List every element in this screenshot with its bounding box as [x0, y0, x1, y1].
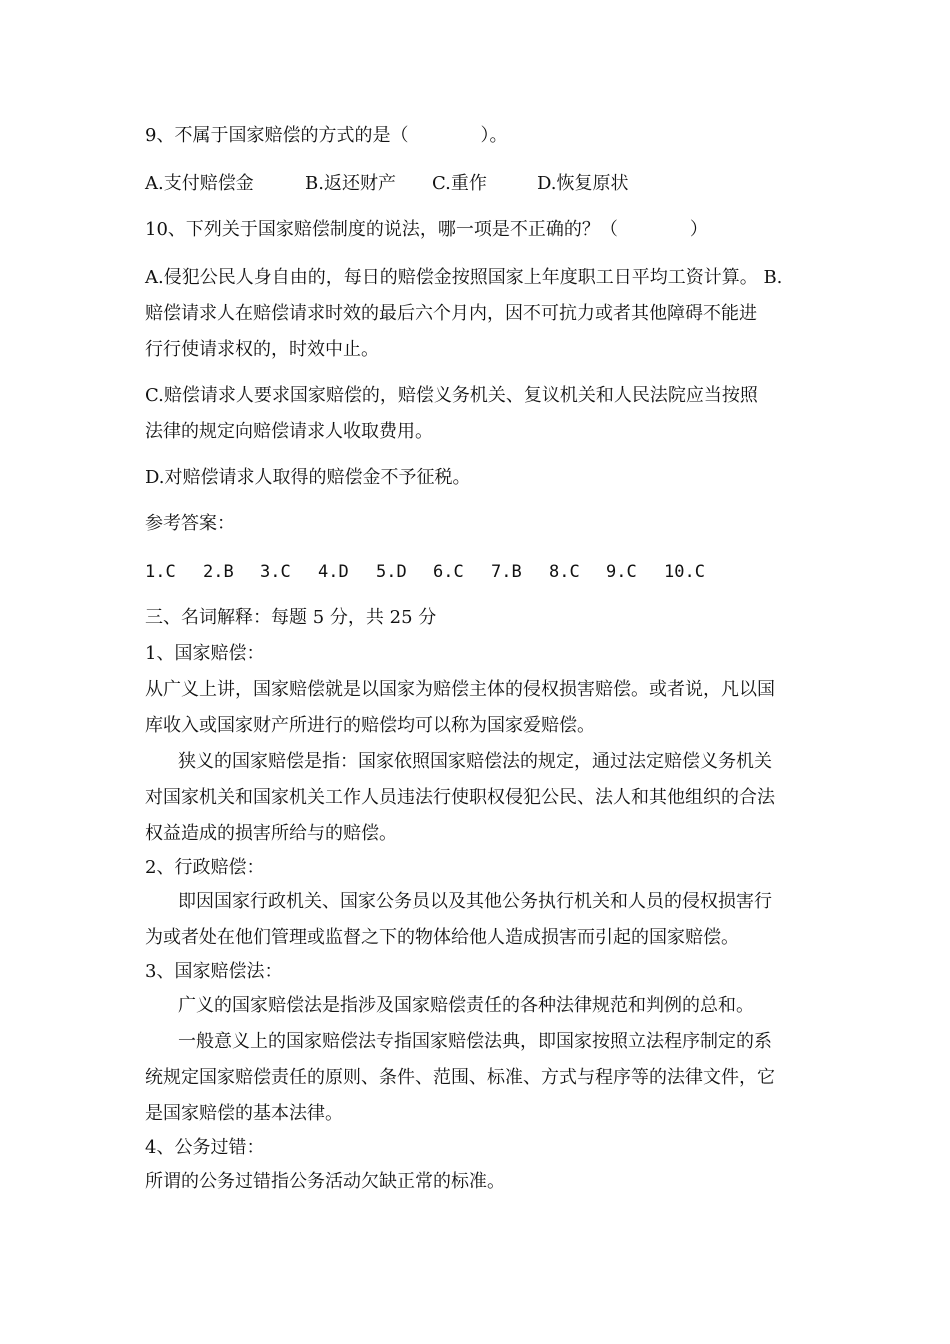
answer-item: 4.D	[318, 562, 349, 582]
answer-item: 6.C	[433, 562, 464, 582]
section-3-heading: 三、名词解释：每题 5 分，共 25 分	[145, 607, 437, 628]
question-10-stem: 10、下列关于国家赔偿制度的说法，哪一项是不正确的？（ ）	[145, 219, 708, 240]
answers-label: 参考答案：	[145, 513, 235, 534]
q10-option-c-line-2: 法律的规定向赔偿请求人收取费用。	[145, 421, 433, 442]
q10-option-b-line-3: 行行使请求权的，时效中止。	[145, 339, 379, 360]
answer-item: 2.B	[203, 562, 234, 582]
q9-option-a: A.支付赔偿金	[145, 173, 254, 194]
q10-option-c-line-1: C.赔偿请求人要求国家赔偿的，赔偿义务机关、复议机关和人民法院应当按照	[145, 385, 758, 406]
answer-item: 5.D	[376, 562, 407, 582]
answer-item: 10.C	[664, 562, 705, 582]
q9-option-b: B.返还财产	[305, 173, 396, 194]
q10-option-a-line-1: A.侵犯公民人身自由的，每日的赔偿金按照国家上年度职工日平均工资计算。 B.	[145, 267, 783, 288]
q9-option-d: D.恢复原状	[537, 173, 629, 194]
q9-option-c: C.重作	[432, 173, 487, 194]
term-1-text: 狭义的国家赔偿是指：国家依照国家赔偿法的规定，通过法定赔偿义务机关	[178, 751, 772, 772]
term-2-text: 为或者处在他们管理或监督之下的物体给他人造成损害而引起的国家赔偿。	[145, 927, 739, 948]
term-3-text: 统规定国家赔偿责任的原则、条件、范围、标准、方式与程序等的法律文件，它	[145, 1067, 775, 1088]
term-3-title: 3、国家赔偿法：	[145, 961, 283, 982]
term-4-text: 所谓的公务过错指公务活动欠缺正常的标准。	[145, 1171, 505, 1192]
term-2-text: 即因国家行政机关、国家公务员以及其他公务执行机关和人员的侵权损害行	[178, 891, 772, 912]
answer-item: 8.C	[549, 562, 580, 582]
term-3-text: 是国家赔偿的基本法律。	[145, 1103, 343, 1124]
term-1-text: 库收入或国家财产所进行的赔偿均可以称为国家爱赔偿。	[145, 715, 595, 736]
term-1-text: 从广义上讲，国家赔偿就是以国家为赔偿主体的侵权损害赔偿。或者说，凡以国	[145, 679, 775, 700]
term-2-title: 2、行政赔偿：	[145, 857, 265, 878]
term-3-text: 一般意义上的国家赔偿法专指国家赔偿法典，即国家按照立法程序制定的系	[178, 1031, 772, 1052]
term-1-title: 1、国家赔偿：	[145, 643, 265, 664]
term-1-text: 对国家机关和国家机关工作人员违法行使职权侵犯公民、法人和其他组织的合法	[145, 787, 775, 808]
answer-item: 7.B	[491, 562, 522, 582]
term-1-text: 权益造成的损害所给与的赔偿。	[145, 823, 397, 844]
term-3-text: 广义的国家赔偿法是指涉及国家赔偿责任的各种法律规范和判例的总和。	[178, 995, 754, 1016]
term-4-title: 4、公务过错：	[145, 1137, 265, 1158]
answer-item: 3.C	[260, 562, 291, 582]
q10-option-d: D.对赔偿请求人取得的赔偿金不予征税。	[145, 467, 471, 488]
q10-option-b-line-2: 赔偿请求人在赔偿请求时效的最后六个月内，因不可抗力或者其他障碍不能进	[145, 303, 757, 324]
question-9-stem: 9、不属于国家赔偿的方式的是（ ）。	[145, 125, 508, 146]
answer-item: 9.C	[606, 562, 637, 582]
answer-item: 1.C	[145, 562, 176, 582]
